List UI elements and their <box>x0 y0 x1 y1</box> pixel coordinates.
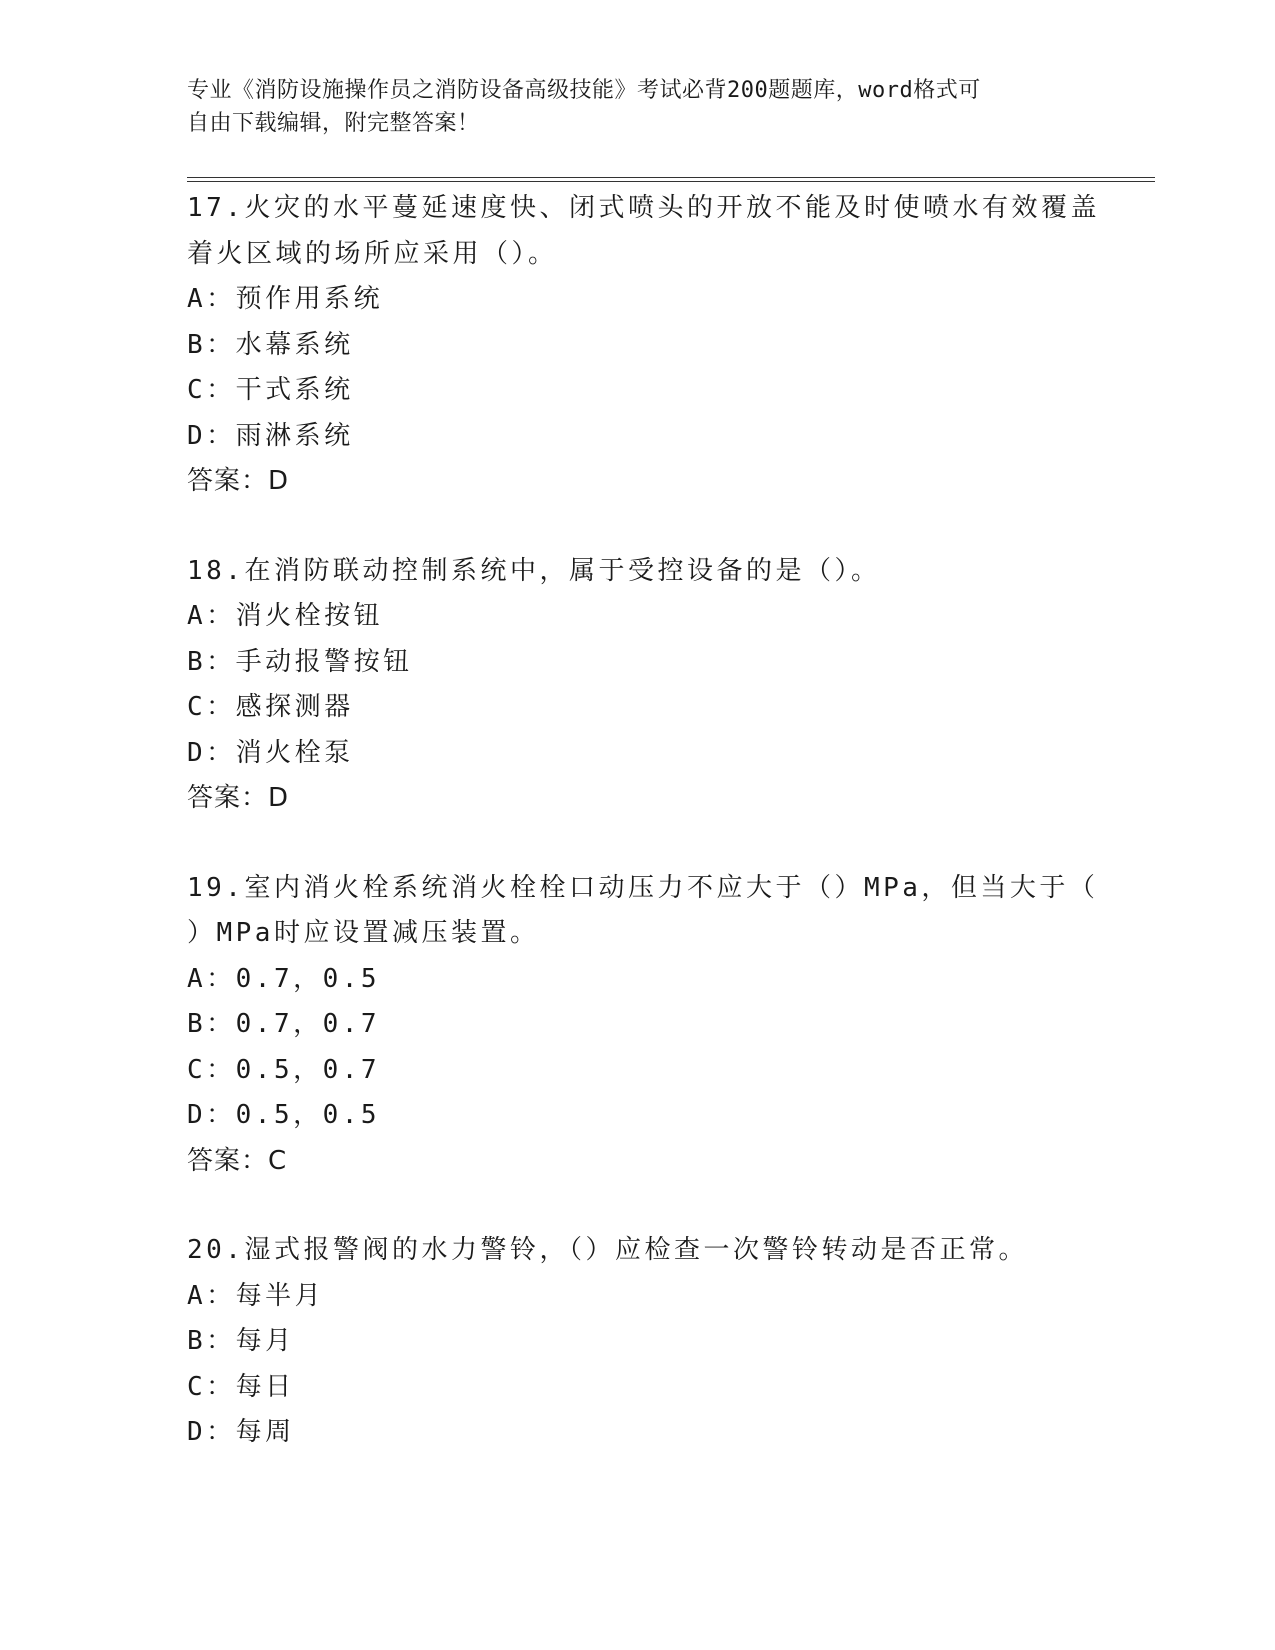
option-a: A：每半月 <box>187 1280 325 1311</box>
question-17 <box>187 186 1100 505</box>
question-stem-line: 20.湿式报警阀的水力警铃，（）应检查一次警铃转动是否正常。 <box>187 1235 1028 1265</box>
option-b: B：0.7，0.7 <box>187 1009 381 1039</box>
question-20 <box>187 1228 1087 1456</box>
answer-line: 答案：D <box>187 783 290 813</box>
question-stem-line: 着火区域的场所应采用（）。 <box>187 238 558 269</box>
option-c: C：干式系统 <box>187 375 354 405</box>
header-line-2: 自由下载编辑，附完整答案！ <box>187 111 480 136</box>
option-a: A：消火栓按钮 <box>187 601 384 631</box>
option-c: C：0.5，0.7 <box>187 1054 381 1085</box>
option-d: D：每周 <box>187 1417 295 1447</box>
answer-line: 答案：C <box>187 1145 288 1176</box>
document-header <box>187 74 1087 140</box>
answer-line: 答案：D <box>187 466 290 496</box>
option-d: D：雨淋系统 <box>187 420 354 451</box>
option-c: C：感探测器 <box>187 692 354 722</box>
question-18 <box>187 549 1087 822</box>
option-b: B：水幕系统 <box>187 329 354 360</box>
question-stem-line: 19.室内消火栓系统消火栓栓口动压力不应大于（）MPa，但当大于（ <box>187 872 1099 903</box>
option-d: D：消火栓泵 <box>187 737 354 768</box>
option-a: A：预作用系统 <box>187 284 384 314</box>
question-stem-line: 17.火灾的水平蔓延速度快、闭式喷头的开放不能及时使喷水有效覆盖 <box>187 193 1100 223</box>
option-c: C：每日 <box>187 1371 295 1402</box>
option-b: B：每月 <box>187 1326 295 1356</box>
option-d: D：0.5，0.5 <box>187 1100 381 1130</box>
question-list <box>187 186 1100 1500</box>
question-stem-line: ）MPa时应设置减压装置。 <box>187 918 540 948</box>
option-b: B：手动报警按钮 <box>187 646 413 677</box>
question-stem-line: 18.在消防联动控制系统中，属于受控设备的是（）。 <box>187 555 881 586</box>
question-19 <box>187 866 1099 1185</box>
option-a: A：0.7，0.5 <box>187 963 381 994</box>
double-rule-divider <box>187 177 1155 182</box>
header-line-1: 专业《消防设施操作员之消防设备高级技能》考试必背200题题库，word格式可 <box>187 78 981 103</box>
